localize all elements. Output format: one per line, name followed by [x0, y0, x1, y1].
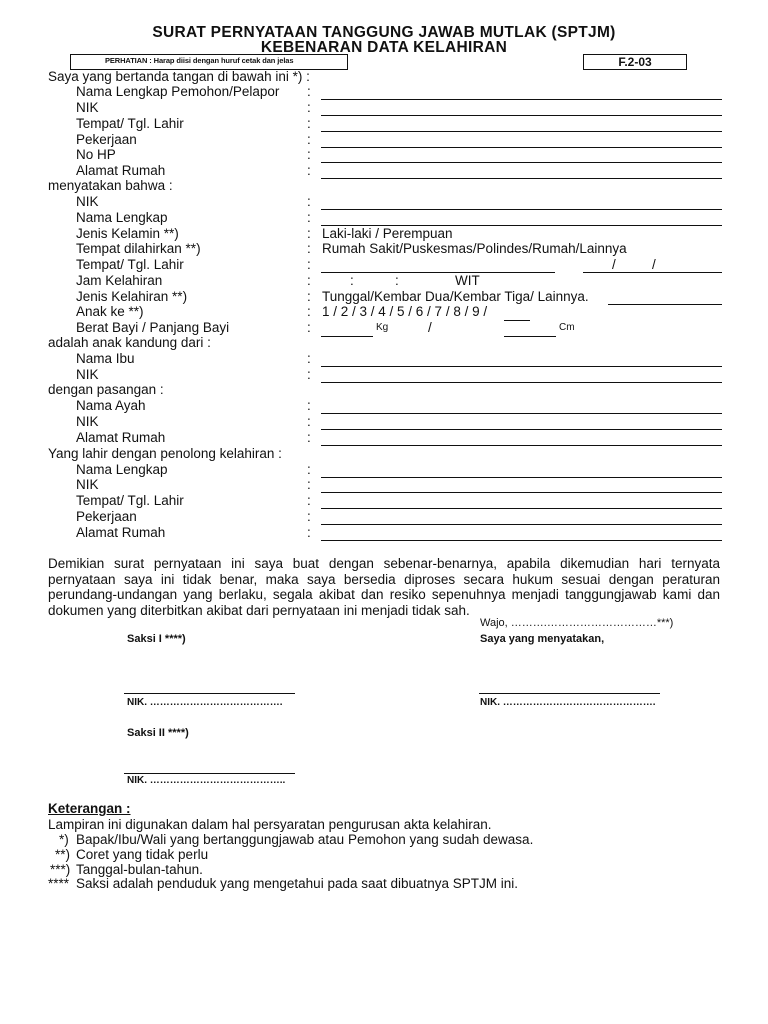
colon: : — [307, 241, 311, 256]
date-separator: / — [652, 257, 656, 272]
colon: : — [307, 477, 311, 492]
section-pelapor: Saya yang bertanda tangan di bawah ini *) : — [48, 69, 310, 84]
nik-saksi1[interactable]: NIK. …………………………………. — [127, 697, 283, 708]
section-penolong: Yang lahir dengan penolong kelahiran : — [48, 446, 282, 461]
label-penolong-nama: Nama Lengkap — [76, 462, 168, 477]
input-line-ayah-nik[interactable] — [321, 429, 722, 430]
label-anak-tempat: Tempat dilahirkan **) — [76, 241, 201, 256]
label-penolong-nik: NIK — [76, 477, 99, 492]
value-jenis-kelamin[interactable]: Laki-laki / Perempuan — [322, 226, 453, 241]
value-anak-ke[interactable]: 1 / 2 / 3 / 4 / 5 / 6 / 7 / 8 / 9 / — [322, 304, 488, 319]
time-separator: : — [350, 273, 354, 288]
input-line-pelapor-hp[interactable] — [321, 162, 722, 163]
statement-paragraph — [48, 556, 720, 618]
saksi1-label: Saksi I ****) — [127, 633, 186, 645]
weight-length-separator: / — [428, 320, 432, 335]
colon: : — [307, 493, 311, 508]
date-separator: / — [612, 257, 616, 272]
note-mark: *) — [59, 832, 69, 847]
section-pasangan: dengan pasangan : — [48, 382, 164, 397]
nik-declarant[interactable]: NIK. ………………………………………. — [480, 697, 656, 708]
input-line-pelapor-pekerjaan[interactable] — [321, 147, 722, 148]
colon: : — [307, 289, 311, 304]
notice-box — [70, 54, 348, 70]
label-ibu-nama: Nama Ibu — [76, 351, 135, 366]
colon: : — [307, 257, 311, 272]
input-line-ayah-nama[interactable] — [321, 413, 722, 414]
form-code: F.2-03 — [618, 55, 652, 69]
place-date[interactable]: Wajo, ……….…………………………***) — [480, 617, 674, 629]
input-line-penolong-alamat[interactable] — [321, 540, 722, 541]
notes-intro: Lampiran ini digunakan dalam hal persyaratan pengurusan akta kelahiran. — [48, 817, 492, 832]
signature-line-declarant[interactable] — [479, 693, 660, 694]
label-ibu-nik: NIK — [76, 367, 99, 382]
input-line-jenis-kelahiran-lainnya[interactable] — [608, 304, 722, 305]
label-ayah-nik: NIK — [76, 414, 99, 429]
input-line-ayah-alamat[interactable] — [321, 445, 722, 446]
label-anak-jam: Jam Kelahiran — [76, 273, 163, 288]
colon: : — [307, 320, 311, 335]
statement-line: dokumen yang diterbitkan akibat dari pernyataan ini menjadi tidak sah. — [48, 602, 470, 618]
input-line-penolong-nik[interactable] — [321, 492, 722, 493]
input-line-panjang-bayi[interactable] — [504, 336, 556, 337]
colon: : — [307, 100, 311, 115]
nik-saksi2[interactable]: NIK. ………………………………….. — [127, 775, 286, 786]
label-anak-berat: Berat Bayi / Panjang Bayi — [76, 320, 230, 335]
colon: : — [307, 462, 311, 477]
colon: : — [307, 116, 311, 131]
label-pelapor-pekerjaan: Pekerjaan — [76, 132, 137, 147]
time-separator: : — [395, 273, 399, 288]
label-anak-jenis-kelahiran: Jenis Kelahiran **) — [76, 289, 188, 304]
input-line-pelapor-nik[interactable] — [321, 115, 722, 116]
colon: : — [307, 525, 311, 540]
label-anak-nik: NIK — [76, 194, 99, 209]
label-pelapor-alamat: Alamat Rumah — [76, 163, 166, 178]
label-penolong-pekerjaan: Pekerjaan — [76, 509, 137, 524]
statement-line: perundang-undangan yang berlaku, segala akibat dan resiko sepenuhnya menjadi tanggungjawab kami dan — [48, 587, 720, 603]
label-anak-nama: Nama Lengkap — [76, 210, 168, 225]
unit-cm: Cm — [559, 322, 575, 333]
time-zone-label: WIT — [455, 273, 480, 288]
note-mark: ***) — [50, 862, 71, 877]
notice-text: PERHATIAN : Harap diisi dengan huruf cetak dan jelas — [105, 56, 294, 65]
note-text: Bapak/Ibu/Wali yang bertanggungjawab atau Pemohon yang sudah dewasa. — [76, 832, 534, 847]
colon: : — [307, 273, 311, 288]
input-line-penolong-ttl[interactable] — [321, 508, 722, 509]
input-line-pelapor-alamat[interactable] — [321, 178, 722, 179]
colon: : — [307, 430, 311, 445]
label-pelapor-nik: NIK — [76, 100, 99, 115]
statement-line: pernyataan saya ini tidak benar, maka saya bersedia diproses secara hukum sesuai dengan peraturan — [48, 571, 720, 587]
colon: : — [307, 147, 311, 162]
input-line-anak-ke-lainnya[interactable] — [504, 320, 530, 321]
note-text: Tanggal-bulan-tahun. — [76, 862, 203, 877]
input-line-pelapor-nama[interactable] — [321, 99, 722, 100]
form-subtitle: KEBENARAN DATA KELAHIRAN — [260, 39, 508, 56]
note-mark: **) — [55, 847, 71, 862]
colon: : — [307, 132, 311, 147]
label-anak-ke: Anak ke **) — [76, 304, 144, 319]
colon: : — [307, 414, 311, 429]
label-penolong-alamat: Alamat Rumah — [76, 525, 166, 540]
input-line-pelapor-ttl[interactable] — [321, 131, 722, 132]
input-line-penolong-pekerjaan[interactable] — [321, 524, 722, 525]
signature-line-saksi2[interactable] — [124, 773, 295, 774]
label-pelapor-ttl: Tempat/ Tgl. Lahir — [76, 116, 184, 131]
label-pelapor-hp: No HP — [76, 147, 116, 162]
colon: : — [307, 210, 311, 225]
input-line-ibu-nik[interactable] — [321, 382, 722, 383]
input-line-anak-nik[interactable] — [321, 209, 722, 210]
input-line-penolong-nama[interactable] — [321, 477, 722, 478]
section-anak-kandung: adalah anak kandung dari : — [48, 335, 211, 350]
colon: : — [307, 84, 311, 99]
signature-line-saksi1[interactable] — [124, 693, 295, 694]
notes-heading: Keterangan : — [48, 801, 131, 816]
input-line-anak-tempat-lahir[interactable] — [321, 272, 555, 273]
section-menyatakan: menyatakan bahwa : — [48, 178, 173, 193]
label-anak-jk: Jenis Kelamin **) — [76, 226, 179, 241]
statement-line: Demikian surat pernyataan ini saya buat dengan sebenar-benarnya, apabila dikemudian hari ternyata — [48, 556, 720, 571]
label-penolong-ttl: Tempat/ Tgl. Lahir — [76, 493, 184, 508]
input-line-ibu-nama[interactable] — [321, 366, 722, 367]
colon: : — [307, 194, 311, 209]
value-jenis-kelahiran[interactable]: Tunggal/Kembar Dua/Kembar Tiga/ Lainnya. — [322, 289, 589, 304]
colon: : — [307, 163, 311, 178]
note-text: Coret yang tidak perlu — [76, 847, 209, 862]
colon: : — [307, 304, 311, 319]
label-ayah-alamat: Alamat Rumah — [76, 430, 166, 445]
saksi2-label: Saksi II ****) — [127, 727, 189, 739]
form-title: SURAT PERNYATAAN TANGGUNG JAWAB MUTLAK (SPTJM) — [152, 24, 616, 41]
colon: : — [307, 226, 311, 241]
label-ayah-nama: Nama Ayah — [76, 398, 146, 413]
declarant-label: Saya yang menyatakan, — [480, 633, 605, 645]
input-line-berat-bayi[interactable] — [321, 336, 373, 337]
value-tempat-dilahirkan[interactable]: Rumah Sakit/Puskesmas/Polindes/Rumah/Lainnya — [322, 241, 627, 256]
note-text: Saksi adalah penduduk yang mengetahui pada saat dibuatnya SPTJM ini. — [76, 876, 519, 891]
form-code-box — [583, 54, 687, 70]
label-anak-ttl: Tempat/ Tgl. Lahir — [76, 257, 184, 272]
colon: : — [307, 509, 311, 524]
colon: : — [307, 367, 311, 382]
colon: : — [307, 398, 311, 413]
unit-kg: Kg — [376, 322, 389, 333]
colon: : — [307, 351, 311, 366]
label-pelapor-nama: Nama Lengkap Pemohon/Pelapor — [76, 84, 280, 99]
note-mark: **** — [48, 876, 70, 891]
